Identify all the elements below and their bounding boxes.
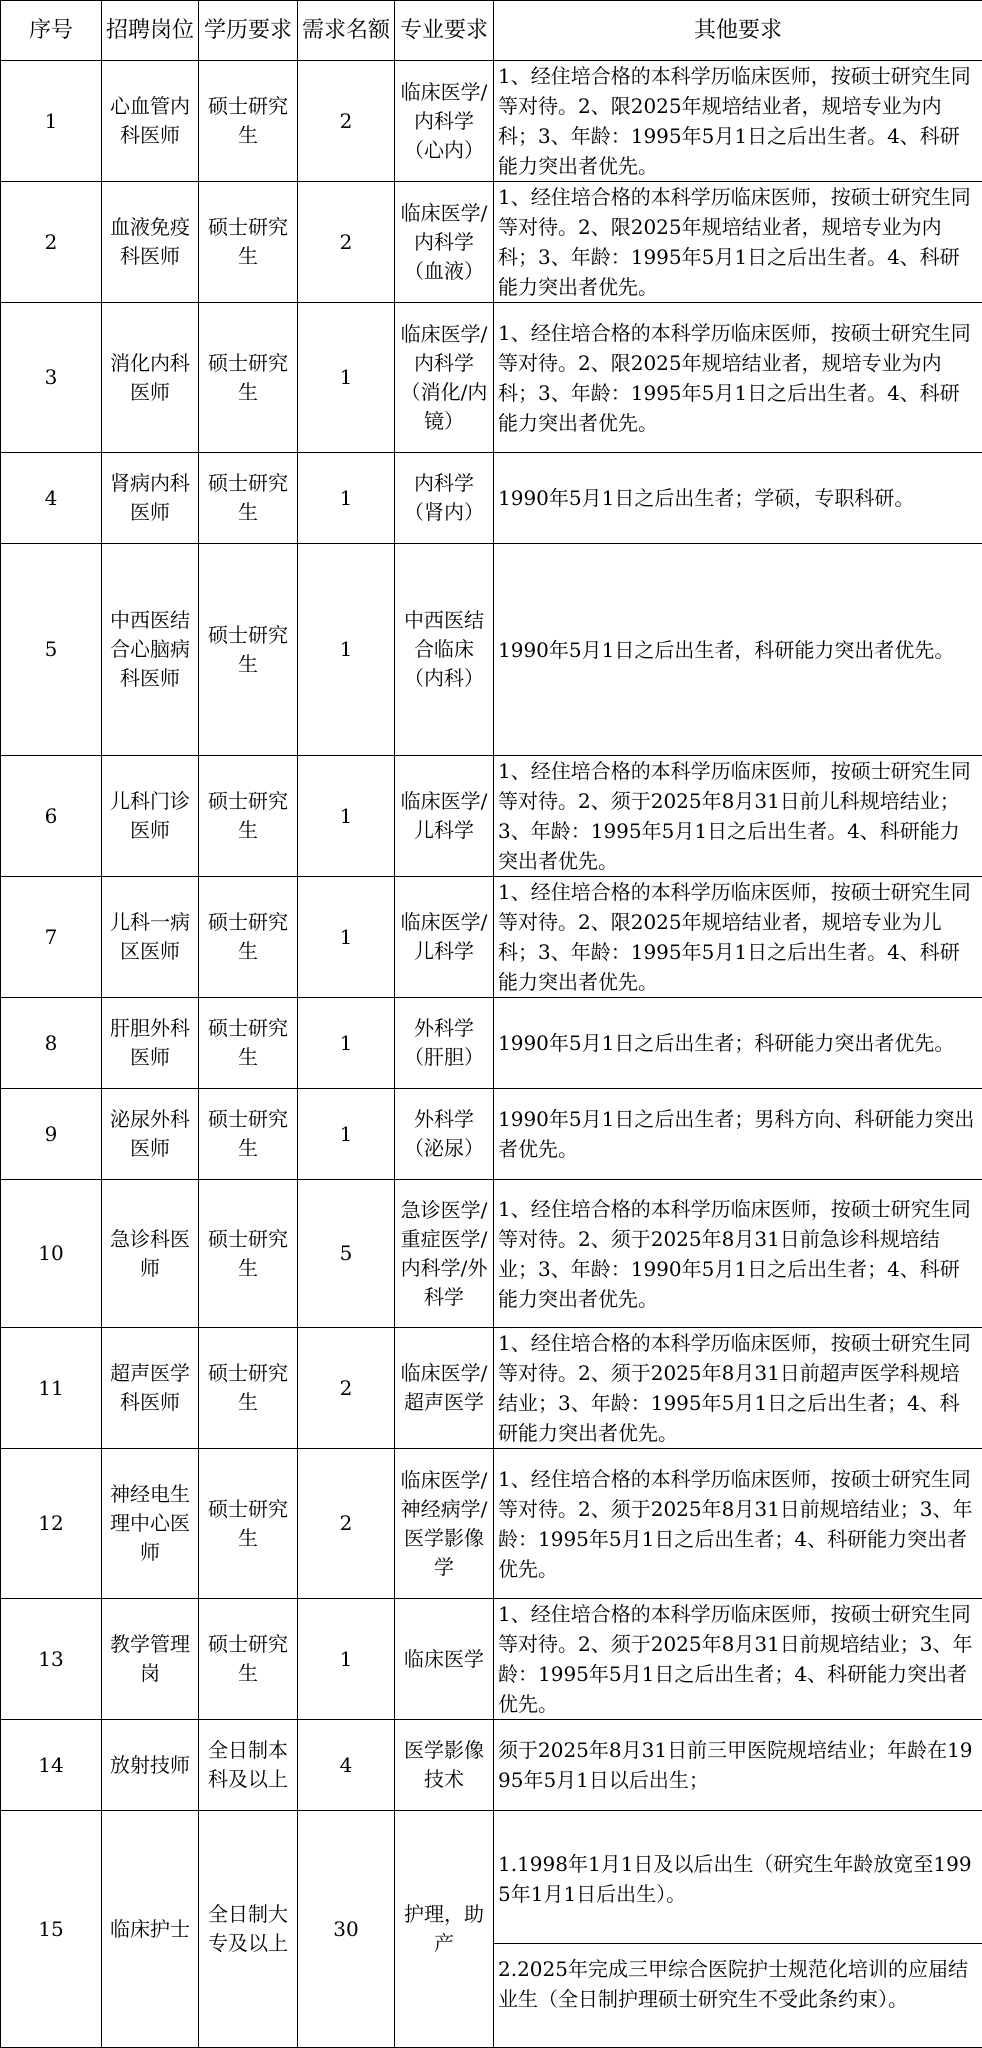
cell-other: 1、经住培合格的本科学历临床医师，按硕士研究生同等对待。2、限2025年规培结业者，规培专业为内科；3、年龄：1995年5月1日之后出生者。4、科研能力突出者优先。	[494, 303, 982, 453]
cell-education: 硕士研究生	[199, 1599, 298, 1720]
cell-other: 1、经住培合格的本科学历临床医师，按硕士研究生同等对待。2、限2025年规培结业者，规培专业为儿科；3、年龄：1995年5月1日之后出生者。4、科研能力突出者优先。	[494, 877, 982, 998]
cell-no: 10	[1, 1180, 102, 1328]
cell-count: 5	[298, 1180, 395, 1328]
table-row	[1, 756, 982, 877]
table-row	[1, 1449, 982, 1599]
cell-major: 外科学（肝胆）	[395, 998, 494, 1089]
cell-count: 1	[298, 756, 395, 877]
cell-no: 1	[1, 61, 102, 182]
cell-major: 临床医学/内科学（心内）	[395, 61, 494, 182]
cell-education: 硕士研究生	[199, 998, 298, 1089]
cell-count: 1	[298, 998, 395, 1089]
header-position: 招聘岗位	[102, 1, 199, 61]
cell-position: 教学管理岗	[102, 1599, 199, 1720]
header-count: 需求名额	[298, 1, 395, 61]
table-row	[1, 1328, 982, 1449]
cell-major: 临床医学/内科学（消化/内镜）	[395, 303, 494, 453]
cell-major: 内科学（肾内）	[395, 453, 494, 544]
cell-no: 11	[1, 1328, 102, 1449]
cell-position: 放射技师	[102, 1720, 199, 1811]
cell-count: 2	[298, 1328, 395, 1449]
cell-education: 硕士研究生	[199, 1449, 298, 1599]
cell-position: 超声医学科医师	[102, 1328, 199, 1449]
cell-position: 肾病内科医师	[102, 453, 199, 544]
cell-education: 硕士研究生	[199, 544, 298, 756]
table-row	[1, 61, 982, 182]
table-row	[1, 1180, 982, 1328]
cell-position: 心血管内科医师	[102, 61, 199, 182]
cell-other	[494, 1811, 982, 2048]
cell-major: 临床医学/神经病学/医学影像学	[395, 1449, 494, 1599]
cell-education: 硕士研究生	[199, 1180, 298, 1328]
table-row	[1, 877, 982, 998]
cell-count: 1	[298, 544, 395, 756]
table-row	[1, 998, 982, 1089]
cell-other: 1、经住培合格的本科学历临床医师，按硕士研究生同等对待。2、须于2025年8月31日前规培结业；3、年龄：1995年5月1日之后出生者；4、科研能力突出者优先。	[494, 1599, 982, 1720]
cell-other: 1、经住培合格的本科学历临床医师，按硕士研究生同等对待。2、须于2025年8月31日前超声医学科规培结业；3、年龄：1995年5月1日之后出生者；4、科研能力突出者优先。	[494, 1328, 982, 1449]
header-other: 其他要求	[494, 1, 982, 61]
cell-education: 硕士研究生	[199, 1089, 298, 1180]
cell-education: 全日制本科及以上	[199, 1720, 298, 1811]
table-row	[1, 1599, 982, 1720]
cell-other: 1990年5月1日之后出生者，科研能力突出者优先。	[494, 544, 982, 756]
cell-no: 2	[1, 182, 102, 303]
cell-major: 中西医结合临床（内科）	[395, 544, 494, 756]
header-row	[1, 1, 982, 61]
cell-no: 3	[1, 303, 102, 453]
cell-major: 临床医学/内科学（血液）	[395, 182, 494, 303]
other-requirement-part-2: 2.2025年完成三甲综合医院护士规范化培训的应届结业生（全日制护理硕士研究生不受此条约束）。	[494, 1944, 982, 2014]
cell-no: 7	[1, 877, 102, 998]
cell-no: 15	[1, 1811, 102, 2048]
cell-position: 中西医结合心脑病科医师	[102, 544, 199, 756]
cell-no: 8	[1, 998, 102, 1089]
cell-position: 儿科门诊医师	[102, 756, 199, 877]
cell-education: 硕士研究生	[199, 303, 298, 453]
cell-other: 1、经住培合格的本科学历临床医师，按硕士研究生同等对待。2、须于2025年8月31日前急诊科规培结业；3、年龄：1990年5月1日之后出生者；4、科研能力突出者优先。	[494, 1180, 982, 1328]
cell-position: 肝胆外科医师	[102, 998, 199, 1089]
cell-major: 外科学（泌尿）	[395, 1089, 494, 1180]
cell-count: 1	[298, 303, 395, 453]
table-row	[1, 182, 982, 303]
cell-position: 儿科一病区医师	[102, 877, 199, 998]
cell-education: 硕士研究生	[199, 877, 298, 998]
cell-position: 急诊科医师	[102, 1180, 199, 1328]
cell-other: 1、经住培合格的本科学历临床医师，按硕士研究生同等对待。2、须于2025年8月31日前儿科规培结业；3、年龄：1995年5月1日之后出生者。4、科研能力突出者优先。	[494, 756, 982, 877]
cell-position: 消化内科医师	[102, 303, 199, 453]
cell-position: 血液免疫科医师	[102, 182, 199, 303]
cell-other: 1、经住培合格的本科学历临床医师，按硕士研究生同等对待。2、须于2025年8月31日前规培结业；3、年龄：1995年5月1日之后出生者；4、科研能力突出者优先。	[494, 1449, 982, 1599]
cell-major: 临床医学	[395, 1599, 494, 1720]
cell-major: 急诊医学/重症医学/内科学/外科学	[395, 1180, 494, 1328]
cell-position: 泌尿外科医师	[102, 1089, 199, 1180]
cell-no: 13	[1, 1599, 102, 1720]
cell-other: 1、经住培合格的本科学历临床医师，按硕士研究生同等对待。2、限2025年规培结业者，规培专业为内科；3、年龄：1995年5月1日之后出生者。4、科研能力突出者优先。	[494, 182, 982, 303]
cell-other: 1990年5月1日之后出生者；科研能力突出者优先。	[494, 998, 982, 1089]
cell-other: 1990年5月1日之后出生者；学硕，专职科研。	[494, 453, 982, 544]
cell-count: 1	[298, 453, 395, 544]
cell-education: 全日制大专及以上	[199, 1811, 298, 2048]
cell-other: 1、经住培合格的本科学历临床医师，按硕士研究生同等对待。2、限2025年规培结业者，规培专业为内科；3、年龄：1995年5月1日之后出生者。4、科研能力突出者优先。	[494, 61, 982, 182]
cell-no: 12	[1, 1449, 102, 1599]
table-row	[1, 453, 982, 544]
header-no: 序号	[1, 1, 102, 61]
table-row	[1, 1811, 982, 2048]
cell-education: 硕士研究生	[199, 182, 298, 303]
cell-education: 硕士研究生	[199, 756, 298, 877]
table-row	[1, 303, 982, 453]
cell-count: 1	[298, 877, 395, 998]
cell-no: 14	[1, 1720, 102, 1811]
cell-major: 护理，助产	[395, 1811, 494, 2048]
cell-count: 2	[298, 1449, 395, 1599]
cell-no: 6	[1, 756, 102, 877]
cell-count: 1	[298, 1599, 395, 1720]
cell-count: 1	[298, 1089, 395, 1180]
cell-position: 临床护士	[102, 1811, 199, 2048]
cell-other: 须于2025年8月31日前三甲医院规培结业；年龄在1995年5月1日以后出生；	[494, 1720, 982, 1811]
cell-count: 2	[298, 61, 395, 182]
cell-count: 2	[298, 182, 395, 303]
cell-position: 神经电生理中心医师	[102, 1449, 199, 1599]
cell-no: 5	[1, 544, 102, 756]
cell-major: 临床医学/超声医学	[395, 1328, 494, 1449]
header-major: 专业要求	[395, 1, 494, 61]
cell-no: 9	[1, 1089, 102, 1180]
cell-count: 30	[298, 1811, 395, 2048]
cell-other: 1990年5月1日之后出生者；男科方向、科研能力突出者优先。	[494, 1089, 982, 1180]
cell-major: 临床医学/儿科学	[395, 877, 494, 998]
cell-education: 硕士研究生	[199, 1328, 298, 1449]
table-row	[1, 1089, 982, 1180]
header-education: 学历要求	[199, 1, 298, 61]
cell-major: 医学影像技术	[395, 1720, 494, 1811]
cell-education: 硕士研究生	[199, 61, 298, 182]
cell-count: 4	[298, 1720, 395, 1811]
table-row	[1, 1720, 982, 1811]
cell-education: 硕士研究生	[199, 453, 298, 544]
table-row	[1, 544, 982, 756]
cell-no: 4	[1, 453, 102, 544]
cell-major: 临床医学/儿科学	[395, 756, 494, 877]
other-requirement-part-1: 1.1998年1月1日及以后出生（研究生年龄放宽至1995年1月1日后出生）。	[494, 1811, 982, 1944]
